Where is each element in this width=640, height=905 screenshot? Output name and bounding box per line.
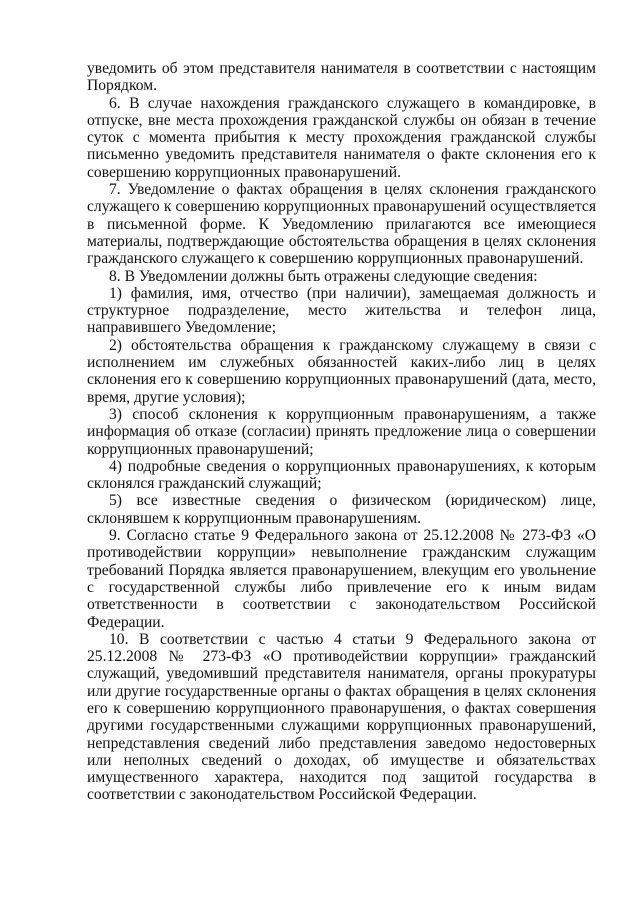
list-item-4: 4) подробные сведения о коррупционных правонарушениях, к которым склонялся гражданский служащий;	[87, 457, 596, 493]
paragraph-8: 8. В Уведомлении должны быть отражены следующие сведения:	[109, 267, 538, 285]
list-item-2: 2) обстоятельства обращения к гражданскому служащему в связи с исполнением им служебных обязанностей каких-либо лиц в целях склонения его к совершению коррупционных правонарушений (дата, место, время, другие условия);	[87, 336, 596, 406]
list-item-5: 5) все известные сведения о физическом (юридическом) лице, склонявшем к коррупционным правонарушениям.	[87, 492, 596, 527]
paragraph-6: 6. В случае нахождения гражданского служащего в командировке, в отпуске, вне места прохождения гражданской службы он обязан в течение суток с момента прибытия к месту прохождения гражданской службы письменно уведомить представителя нанимателя о факте склонения его к совершению коррупционных правонарушений.	[87, 94, 596, 181]
paragraph-10: 10. В соответствии с частью 4 статьи 9 Федерального закона от 25.12.2008 № 273-ФЗ «О противодействии коррупции» гражданский служащий, уведомивший представителя нанимателя, органы прокуратуры или другие государственные органы о фактах обращения в целях склонения его к совершению коррупционного правонарушения, о фактах совершения другими государственными служащими коррупционных правонарушений, непредставления сведений либо представления заведомо недостоверных или неполных сведений о доходах, об имуществе и обязательствах имущественного характера, находится под защитой государства в соответствии с законодательством Российской Федерации.	[87, 630, 596, 804]
document-page	[87, 60, 596, 804]
paragraph-9: 9. Согласно статье 9 Федерального закона от 25.12.2008 № 273-ФЗ «О противодействии коррупции» невыполнение гражданским служащим требований Порядка является правонарушением, влекущим его увольнение с государственной службы либо привлечение его к иным видам ответственности в соответствии с законодательством Российской Федерации.	[87, 527, 596, 631]
paragraph-7: 7. Уведомление о фактах обращения в целях склонения гражданского служащего к совершению коррупционных правонарушений осуществляется в письменной форме. К Уведомлению прилагаются все имеющиеся материалы, подтверждающие обстоятельства обращения в целях склонения гражданского служащего к совершению коррупционных правонарушений.	[87, 181, 596, 268]
list-item-3: 3) способ склонения к коррупционным правонарушениям, а также информация об отказе (согласии) принять предложение лица о совершении коррупционных правонарушений;	[87, 405, 596, 458]
list-item-1: 1) фамилия, имя, отчество (при наличии), замещаемая должность и структурное подразделение, место жительства и телефон лица, направившего Уведомление;	[87, 284, 596, 337]
paragraph-continuation: уведомить об этом представителя нанимателя в соответствии с настоящим Порядком.	[87, 60, 596, 95]
